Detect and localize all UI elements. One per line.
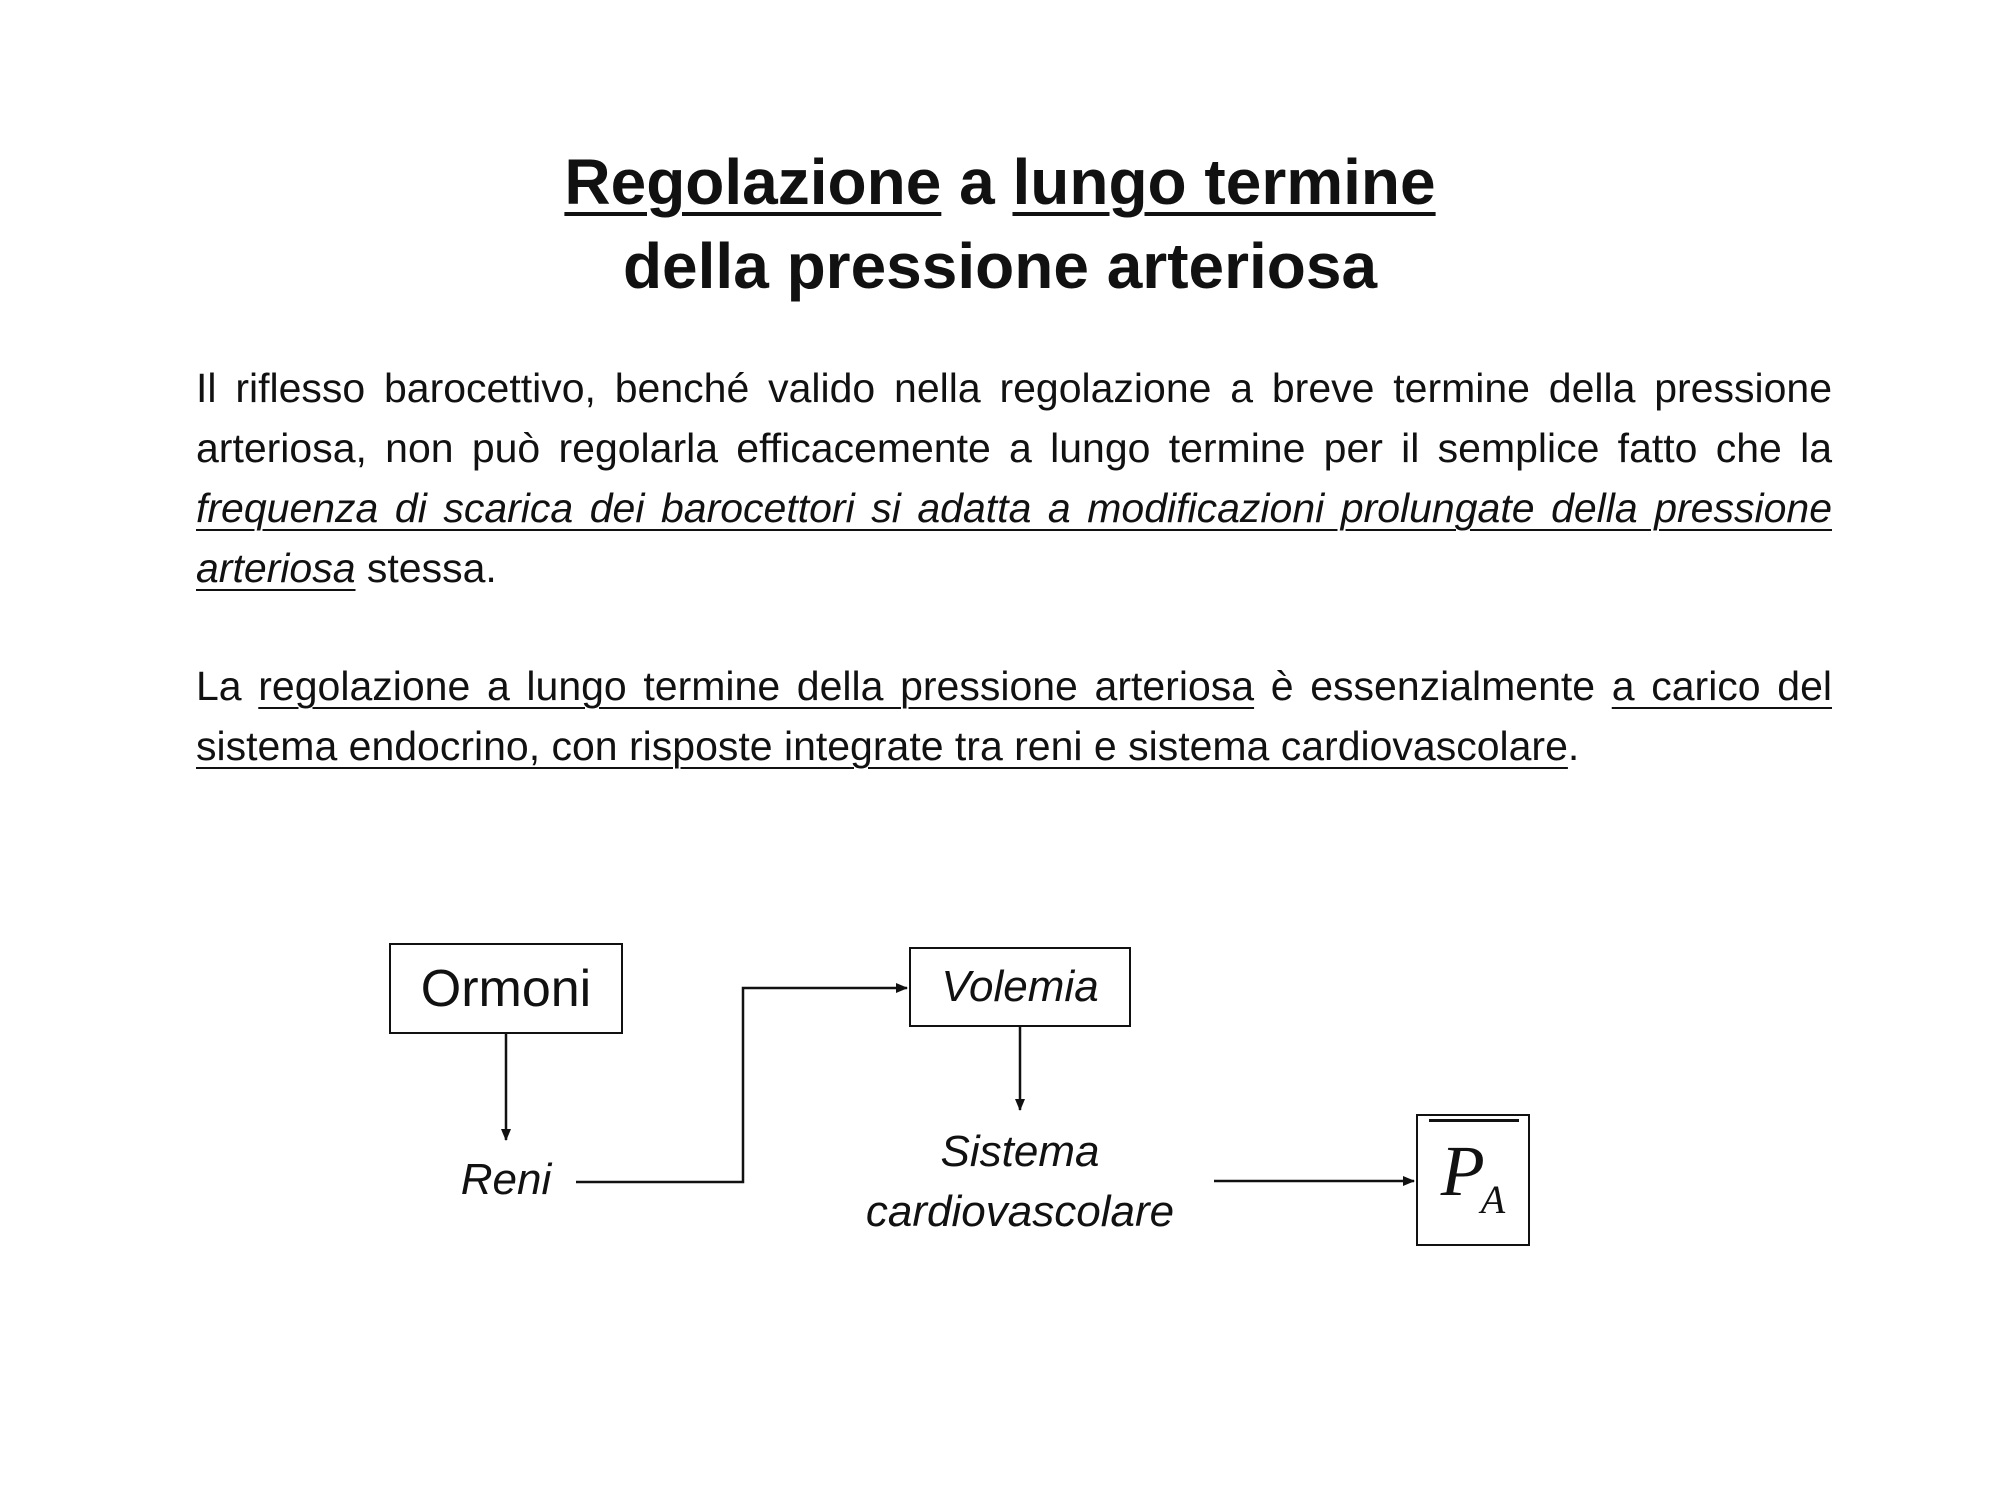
volemia-box: Volemia	[909, 947, 1131, 1027]
title-lungo-termine: lungo termine	[1012, 146, 1436, 218]
paragraph1-text1: Il riflesso barocettivo, benché valido nella regolazione a breve termine della pressione arteriosa, non può regolarla efficacemente a lungo termine per il semplice fatto che la	[196, 365, 1832, 471]
pa-subscript: A	[1480, 1176, 1506, 1222]
paragraph2-underline1: regolazione a lungo termine della pressione arteriosa	[258, 663, 1255, 709]
regulation-diagram	[0, 900, 2000, 1320]
ormoni-box: Ormoni	[389, 943, 623, 1034]
title-line2: della pressione arteriosa	[622, 230, 1378, 302]
paragraph-baroreflex	[196, 358, 1832, 598]
reni-label: Reni	[460, 1155, 552, 1204]
mean-arterial-pressure-box	[1416, 1114, 1530, 1246]
paragraph1-text2: stessa.	[355, 545, 497, 591]
sistema-label-line2: cardiovascolare	[865, 1187, 1175, 1236]
pa-main: P	[1440, 1130, 1485, 1211]
paragraph1-emphasis: frequenza di scarica dei barocettori si adatta a modificazioni prolungate della pressione arteriosa	[196, 485, 1832, 591]
paragraph2-text3: .	[1567, 723, 1580, 769]
sistema-cardiovascolare-label	[820, 1122, 1220, 1242]
paragraph2-underline2: a carico del sistema endocrino, con risposte integrate tra reni e sistema cardiovascolare	[196, 663, 1832, 769]
sistema-label-line1: Sistema	[940, 1127, 1100, 1176]
paragraph2-text2: è essenzialmente	[1254, 663, 1612, 709]
mean-arterial-pressure-symbol	[1441, 1125, 1505, 1236]
page-title	[0, 140, 2000, 308]
title-regolazione: Regolazione	[564, 146, 942, 218]
paragraph2-text1: La	[196, 663, 259, 709]
paragraph-long-term	[196, 656, 1832, 776]
title-a: a	[941, 146, 1013, 218]
